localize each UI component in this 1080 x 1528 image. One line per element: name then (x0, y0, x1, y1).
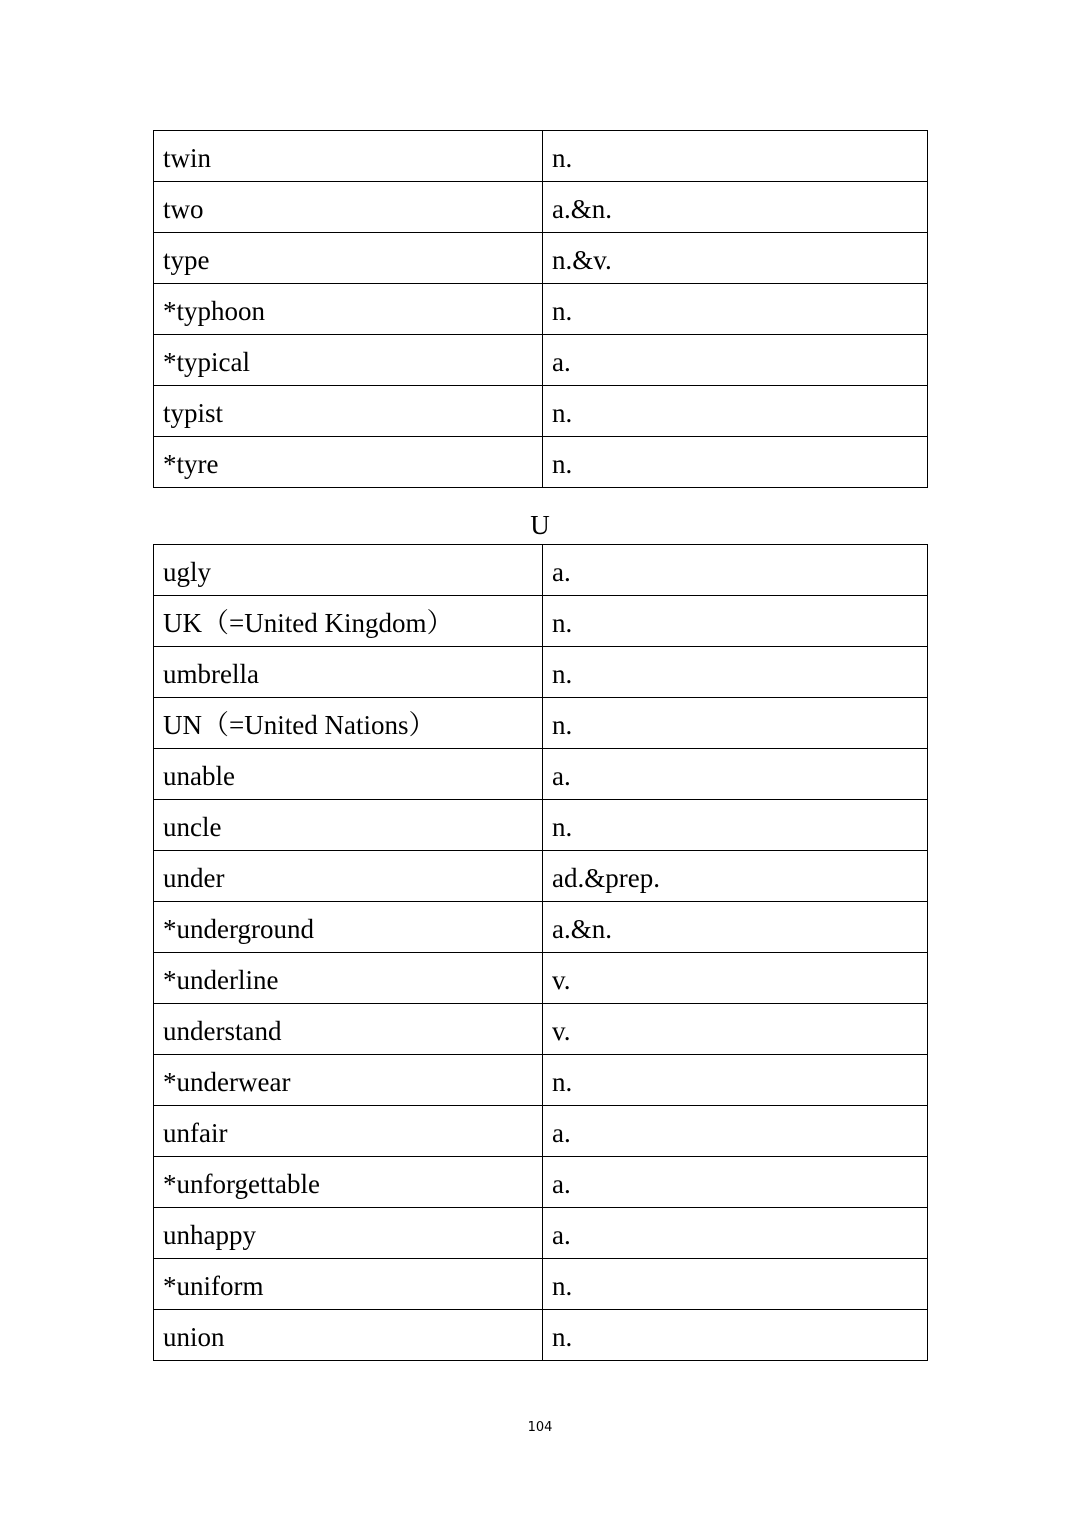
pos-cell: a. (543, 1208, 928, 1259)
table-row (154, 1106, 928, 1157)
page-number: 104 (527, 1420, 553, 1435)
word-cell: two (154, 182, 543, 233)
pos-cell: a. (543, 545, 928, 596)
table-row (154, 596, 928, 647)
pos-cell: n. (543, 437, 928, 488)
word-cell: *typical (154, 335, 543, 386)
table-row (154, 182, 928, 233)
table-row (154, 335, 928, 386)
pos-cell: ad.&prep. (543, 851, 928, 902)
pos-cell: n. (543, 596, 928, 647)
pos-cell: a.&n. (543, 182, 928, 233)
table-row (154, 1157, 928, 1208)
word-cell: unfair (154, 1106, 543, 1157)
word-cell: *unforgettable (154, 1157, 543, 1208)
word-cell: understand (154, 1004, 543, 1055)
table-row (154, 1004, 928, 1055)
word-cell: union (154, 1310, 543, 1361)
word-cell: *underwear (154, 1055, 543, 1106)
table-row (154, 647, 928, 698)
pos-cell: n. (543, 1259, 928, 1310)
word-cell: type (154, 233, 543, 284)
word-cell: UN（=United Nations） (154, 698, 543, 749)
word-cell: uncle (154, 800, 543, 851)
pos-cell: n. (543, 647, 928, 698)
pos-cell: n. (543, 1310, 928, 1361)
word-cell: *typhoon (154, 284, 543, 335)
word-cell: unable (154, 749, 543, 800)
word-cell: *tyre (154, 437, 543, 488)
table-row (154, 131, 928, 182)
word-cell: UK（=United Kingdom） (154, 596, 543, 647)
pos-cell: a. (543, 1157, 928, 1208)
table-row (154, 1310, 928, 1361)
vocab-table-t (153, 130, 928, 488)
table-row (154, 233, 928, 284)
pos-cell: n. (543, 800, 928, 851)
section-heading-u: U (530, 510, 550, 540)
pos-cell: n. (543, 1055, 928, 1106)
table-row (154, 1208, 928, 1259)
word-cell: ugly (154, 545, 543, 596)
pos-cell: a. (543, 1106, 928, 1157)
pos-cell: a. (543, 335, 928, 386)
word-cell: umbrella (154, 647, 543, 698)
word-cell: *underline (154, 953, 543, 1004)
pos-cell: n. (543, 698, 928, 749)
pos-cell: n. (543, 386, 928, 437)
pos-cell: a.&n. (543, 902, 928, 953)
pos-cell: v. (543, 953, 928, 1004)
table-row (154, 1259, 928, 1310)
table-row (154, 749, 928, 800)
pos-cell: a. (543, 749, 928, 800)
pos-cell: v. (543, 1004, 928, 1055)
table-row (154, 800, 928, 851)
table-row (154, 851, 928, 902)
table-row (154, 437, 928, 488)
word-cell: *underground (154, 902, 543, 953)
pos-cell: n.&v. (543, 233, 928, 284)
pos-cell: n. (543, 131, 928, 182)
table-row (154, 953, 928, 1004)
table-row (154, 902, 928, 953)
word-cell: twin (154, 131, 543, 182)
table-row (154, 1055, 928, 1106)
pos-cell: n. (543, 284, 928, 335)
table-row (154, 545, 928, 596)
vocab-table-u (153, 544, 928, 1361)
word-cell: unhappy (154, 1208, 543, 1259)
table-row (154, 386, 928, 437)
table-row (154, 284, 928, 335)
table-row (154, 698, 928, 749)
word-cell: typist (154, 386, 543, 437)
word-cell: under (154, 851, 543, 902)
word-cell: *uniform (154, 1259, 543, 1310)
